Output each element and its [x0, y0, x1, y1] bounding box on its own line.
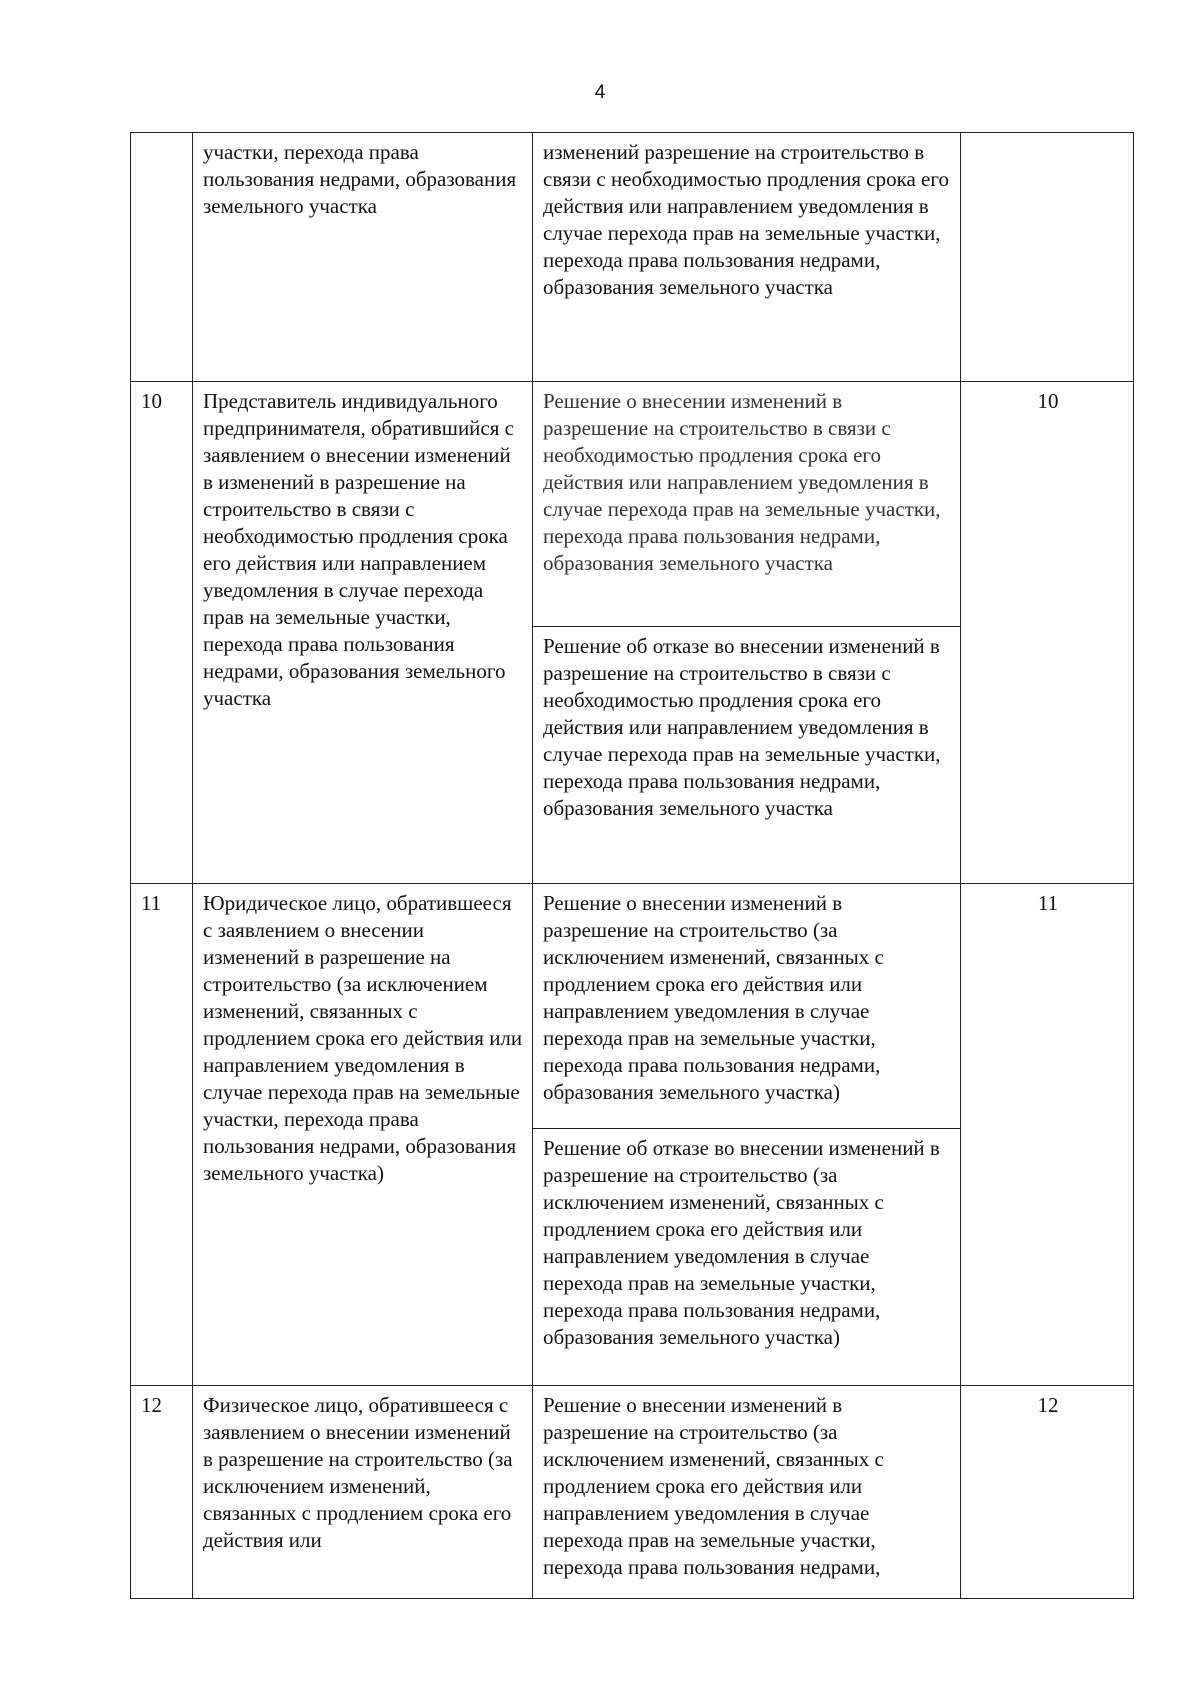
code-cell: 11	[961, 884, 1134, 1386]
result-refuse-cell: Решение об отказе во внесении изменений в разрешение на строительство (за исключением изменений, связанных с продлением срока его действия или направлением уведомления в случае перехода прав на земельные участки, перехода права пользования недрами, образования земельного участка)	[533, 1129, 961, 1386]
result-approve-cell: Решение о внесении изменений в разрешение на строительство (за исключением изменений, связанных с продлением срока его действия или направлением уведомления в случае перехода прав на земельные участки, перехода права пользования недрами, образования земельного участка)	[533, 884, 961, 1129]
row-number-cell: 11	[131, 884, 193, 1386]
result-refuse-cell: Решение об отказе во внесении изменений в разрешение на строительство в связи с необходимостью продления срока его действия или направлением уведомления в случае перехода прав на земельные участки, перехода права пользования недрами, образования земельного участка	[533, 627, 961, 884]
page-number: 4	[594, 82, 606, 103]
row-number-cell	[131, 133, 193, 382]
applicant-cell: Представитель индивидуального предпринимателя, обратившийся с заявлением о внесении изменений в изменений в разрешение на строительство в связи с необходимостью продления срока его действия или направлением уведомления в случае перехода прав на земельные участки, перехода права пользования недрами, образования земельного участка	[193, 382, 533, 884]
result-approve-cell: Решение о внесении изменений в разрешение на строительство (за исключением изменений, связанных с продлением срока его действия или направлением уведомления в случае перехода прав на земельные участки, перехода права пользования недрами,	[533, 1386, 961, 1599]
applicant-cell: Юридическое лицо, обратившееся с заявлением о внесении изменений в разрешение на строительство (за исключением изменений, связанных с продлением срока его действия или направлением уведомления в случае перехода прав на земельные участки, перехода права пользования недрами, образования земельного участка)	[193, 884, 533, 1386]
applicants-table	[130, 132, 1134, 1599]
code-cell: 12	[961, 1386, 1134, 1599]
applicant-cell: участки, перехода права пользования недрами, образования земельного участка	[193, 133, 533, 382]
table-row-12	[131, 1386, 1134, 1599]
result-cell: изменений разрешение на строительство в связи с необходимостью продления срока его действия или направлением уведомления в случае перехода прав на земельные участки, перехода права пользования недрами, образования земельного участка	[533, 133, 961, 382]
table-row-10	[131, 382, 1134, 627]
table-row-11	[131, 884, 1134, 1129]
row-number-cell: 10	[131, 382, 193, 884]
row-number-cell: 12	[131, 1386, 193, 1599]
code-cell	[961, 133, 1134, 382]
table-row-continued	[131, 133, 1134, 382]
applicant-cell: Физическое лицо, обратившееся с заявлением о внесении изменений в разрешение на строительство (за исключением изменений, связанных с продлением срока его действия или	[193, 1386, 533, 1599]
result-approve-cell: Решение о внесении изменений в разрешение на строительство в связи с необходимостью продления срока его действия или направлением уведомления в случае перехода прав на земельные участки, перехода права пользования недрами, образования земельного участка	[533, 382, 961, 627]
code-cell: 10	[961, 382, 1134, 884]
